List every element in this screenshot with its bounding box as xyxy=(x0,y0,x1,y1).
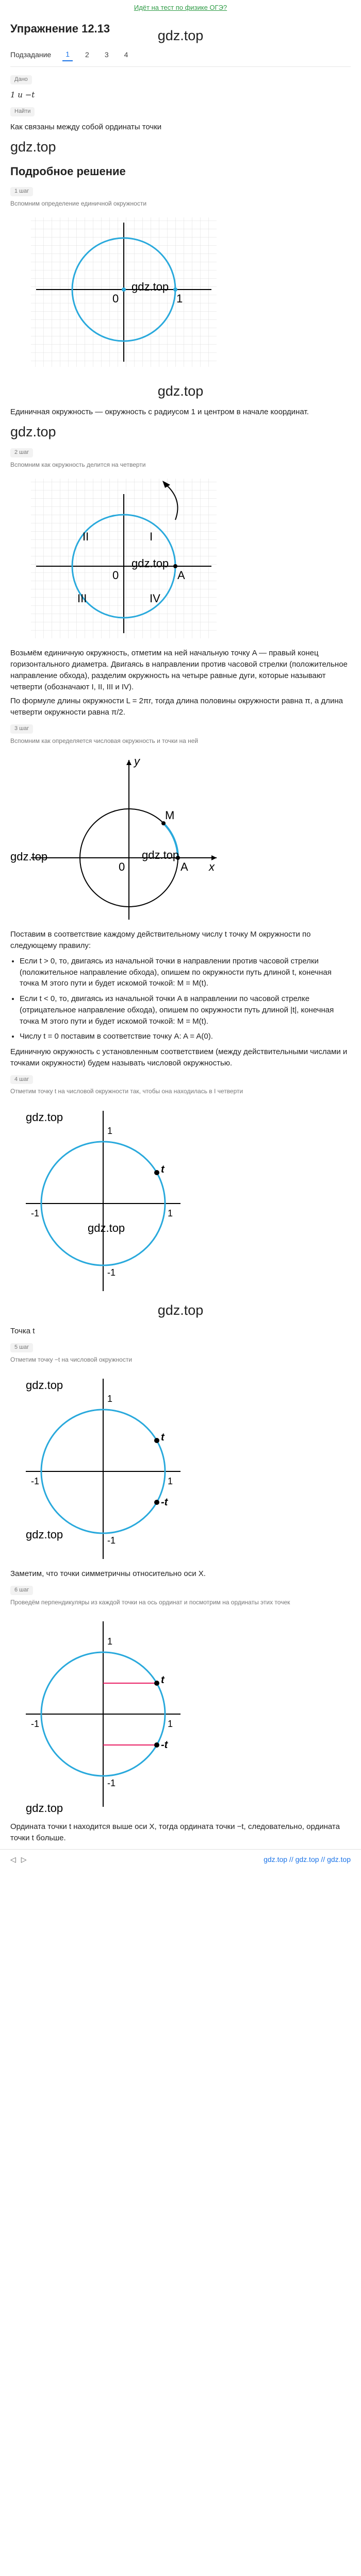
origin-label-3: 0 xyxy=(119,860,125,874)
fig4-watermark-1: gdz.top xyxy=(26,1110,63,1124)
step-5-hint: Отметим точку −t на числовой окружности xyxy=(10,1355,133,1363)
y-minus-one-label-6: -1 xyxy=(107,1778,116,1789)
page-title: Упражнение 12.13 xyxy=(10,22,110,35)
neg-t-label-6: -t xyxy=(161,1739,168,1751)
solution-title: Подробное решение xyxy=(10,164,126,178)
x-one-label-6: 1 xyxy=(168,1719,173,1730)
step-4-tag: 4 шаг xyxy=(10,1075,33,1084)
t-label-6: t xyxy=(161,1674,165,1686)
step-2-tag: 2 шаг xyxy=(10,448,33,457)
footer-links[interactable]: gdz.top // gdz.top // gdz.top xyxy=(264,1855,351,1863)
step-5-tag: 5 шаг xyxy=(10,1343,33,1352)
site-watermark: gdz.top xyxy=(157,27,204,43)
top-promo-bar xyxy=(10,0,351,15)
rule-zero: • Числу t = 0 поставим в соответствие точку A: A = A(0). xyxy=(20,1031,351,1042)
step-1-hint: Вспомним определение единичной окружности xyxy=(10,199,147,207)
promo-link[interactable]: Идёт на тест по физике ОГЭ? xyxy=(134,4,227,11)
watermark-4: gdz.top xyxy=(157,1302,204,1318)
point-neg-t-figure xyxy=(10,1368,351,1564)
step-1-tag: 1 шаг xyxy=(10,187,33,196)
quarter-4: IV xyxy=(150,592,160,605)
ordinates-figure xyxy=(10,1611,351,1817)
rule-positive: • Если t > 0, то, двигаясь из начальной точки в направлении против часовой стрелки (положительное направление обхода), опишем по окружности путь длиной t, конечная точка M этого пути и будет искомой точкой: M = M(t). xyxy=(20,956,351,989)
point-t-caption: Точка t xyxy=(10,1326,35,1335)
numeric-circle-figure xyxy=(10,750,351,925)
watermark-2: gdz.top xyxy=(157,383,204,399)
x-one-label: 1 xyxy=(168,1208,173,1218)
y-one-label-5: 1 xyxy=(107,1394,113,1404)
rules-list xyxy=(10,956,351,1042)
divider xyxy=(10,66,351,67)
length-text: По формуле длины окружности L = 2πr, тогда длина половины окружности равна π, а длина четверти окружности равна π/2. xyxy=(10,697,343,717)
find-tag: Найти xyxy=(10,107,35,116)
fig4-watermark-2: gdz.top xyxy=(88,1221,125,1234)
fig5-watermark-1: gdz.top xyxy=(26,1379,63,1392)
y-one-label-6: 1 xyxy=(107,1636,113,1647)
step-6-tag: 6 шаг xyxy=(10,1586,33,1595)
correspond-text: Поставим в соответствие каждому действительному числу t точку M окружности по следующему правилу: xyxy=(10,930,311,950)
step-6-hint: Проведём перпендикуляры из каждой точки на ось ординат и посмотрим на ординаты этих точек xyxy=(10,1598,290,1606)
subtask-tab-4[interactable]: 4 xyxy=(124,50,128,59)
numeric-circle-text: Единичную окружность с установленным соответствием (между действительными числами и точками окружности) будем называть числовой окружностью. xyxy=(10,1047,348,1067)
unit-circle-definition: Единичная окружность — окружность с радиусом 1 и центром в начале координат. xyxy=(10,408,309,417)
next-button[interactable]: ▷ xyxy=(21,1855,27,1863)
quarter-3: III xyxy=(77,592,87,605)
t-label-5: t xyxy=(161,1432,165,1444)
y-minus-one-label-5: -1 xyxy=(107,1535,116,1546)
fig-watermark: gdz.top xyxy=(132,280,169,294)
fig6-watermark: gdz.top xyxy=(26,1802,63,1815)
rule-negative: • Если t < 0, то, двигаясь из начальной точки A в направлении по часовой стрелке (отрицательное направление обхода), опишем по окружности путь длиной |t|, конечная точка M этого пути и будет искомой точкой: M = M(t). xyxy=(20,993,351,1027)
point-t-figure xyxy=(10,1100,351,1296)
y-minus-one-label: -1 xyxy=(107,1267,116,1278)
x-minus-one-label-6: -1 xyxy=(31,1719,40,1730)
find-question: Как связаны между собой ординаты точки xyxy=(10,122,162,131)
subtask-tab-1[interactable]: 1 xyxy=(62,48,73,61)
subtask-row xyxy=(10,48,351,61)
quarters-text: Возьмём единичную окружность, отметим на ней начальную точку A — правый конец горизонтального диаметра. Двигаясь в направлении против часовой стрелки (положительное направление обхода), разделим окружность на четыре равные дуги, которые называют четверти (обозначают I, II, III и IV). xyxy=(10,649,348,691)
point-a-label: A xyxy=(177,569,185,582)
step-2-hint: Вспомним как окружность делится на четверти xyxy=(10,461,146,469)
point-a-label-3: A xyxy=(180,860,188,874)
point-m-label: M xyxy=(165,809,175,822)
unit-circle-figure xyxy=(10,212,351,377)
fig5-watermark-2: gdz.top xyxy=(26,1528,63,1541)
fig-watermark-3a: gdz.top xyxy=(10,850,48,863)
neg-t-label-5: -t xyxy=(161,1497,168,1509)
prev-button[interactable]: ◁ xyxy=(10,1855,16,1863)
watermark-1: gdz.top xyxy=(10,139,56,155)
symmetry-text: Заметим, что точки симметричны относительно оси X. xyxy=(10,1569,206,1579)
bottom-bar xyxy=(0,1849,361,1870)
given-tag: Дано xyxy=(10,75,32,84)
q-origin-label: 0 xyxy=(112,569,119,582)
fig-watermark-2: gdz.top xyxy=(132,557,169,570)
step-3-tag: 3 шаг xyxy=(10,724,33,734)
x-minus-one-label-5: -1 xyxy=(31,1476,40,1487)
subtask-label: Подзадание xyxy=(10,50,52,59)
origin-label: 0 xyxy=(112,292,119,306)
watermark-3: gdz.top xyxy=(10,423,56,439)
subtask-tab-2[interactable]: 2 xyxy=(85,50,89,59)
step-3-hint: Вспомним как определяется числовая окружность и точки на ней xyxy=(10,737,199,744)
y-axis-label: y xyxy=(134,755,140,768)
subtask-tab-3[interactable]: 3 xyxy=(104,50,109,59)
given-value: 1 и −t xyxy=(10,90,35,100)
one-label: 1 xyxy=(176,292,183,306)
x-minus-one-label: -1 xyxy=(31,1208,40,1218)
x-axis-label: x xyxy=(209,860,215,874)
quarters-figure xyxy=(10,473,351,643)
x-one-label-5: 1 xyxy=(168,1476,173,1487)
quarter-1: I xyxy=(150,530,153,544)
quarter-2: II xyxy=(83,530,89,544)
answer-text: Ордината точки t находится выше оси X, тогда ордината точки −t, следовательно, ордината точки t больше. xyxy=(10,1822,340,1842)
t-label: t xyxy=(161,1163,165,1175)
step-4-hint: Отметим точку t на числовой окружности так, чтобы она находилась в I четверти xyxy=(10,1088,243,1095)
fig-watermark-3b: gdz.top xyxy=(142,849,179,862)
y-one-label: 1 xyxy=(107,1125,113,1136)
pager xyxy=(10,1854,27,1865)
